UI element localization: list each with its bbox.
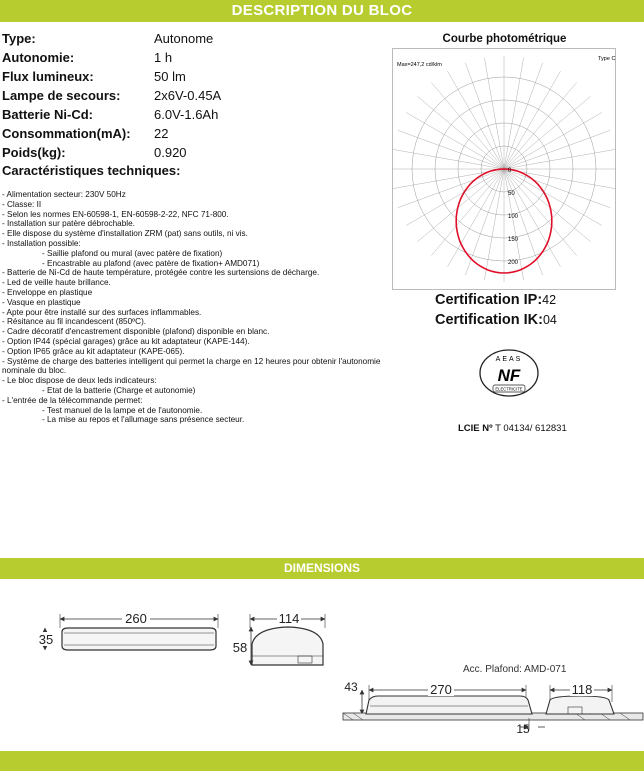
footer-bar	[0, 751, 644, 771]
list-subitem: - Etat de la batterie (Charge et autonomie)	[42, 385, 196, 395]
cert-ip-value: 42	[542, 293, 557, 307]
characteristics-title: Caractéristiques techniques:	[2, 163, 181, 178]
spec-value: 50 lm	[154, 69, 186, 84]
scale-label: 100	[508, 214, 519, 220]
cert-ip-label: Certification IP:	[435, 292, 543, 308]
dimensions-title: DIMENSIONS	[283, 561, 360, 575]
photometric-title: Courbe photométrique	[442, 33, 567, 45]
spec-label: Poids(kg):	[2, 145, 66, 160]
lcie-label: LCIE Nº	[458, 423, 493, 434]
recessed-view	[343, 685, 643, 730]
luminaire-recessed-side	[546, 696, 614, 714]
spec-value: 1 h	[154, 50, 173, 65]
dim-recess-depth-label: 43	[344, 680, 358, 694]
list-item: - Enveloppe en plastique	[2, 287, 93, 297]
luminaire-front	[62, 628, 216, 650]
list-item: - Installation sur patère débrochable.	[2, 219, 135, 229]
list-item: - Alimentation secteur: 230V 50Hz	[2, 190, 126, 199]
nf-logo-top-text: AEAS	[495, 356, 523, 363]
certification-ip	[435, 292, 556, 308]
spec-label: Lampe de secours:	[2, 88, 121, 103]
type-label: Type C	[598, 56, 616, 62]
dim-recess-width-label: 270	[430, 682, 452, 697]
photometric-chart	[392, 48, 616, 290]
dim-width-label: 260	[125, 611, 147, 626]
spec-label: Autonomie:	[2, 50, 75, 65]
spec-value: Autonome	[154, 31, 214, 46]
page-title: DESCRIPTION DU BLOC	[231, 2, 413, 19]
list-item: - Selon les normes EN-60598-1, EN-60598-2-22, NFC 71-800.	[2, 209, 229, 219]
dim-recess-side-label: 118	[571, 682, 593, 697]
spec-label: Consommation(mA):	[2, 126, 131, 141]
list-item: - Classe: II	[2, 199, 42, 209]
spec-label: Flux lumineux:	[2, 69, 94, 84]
max-label: Max=247,2 cd/klm	[397, 62, 442, 68]
dimensions-bar	[0, 558, 644, 579]
luminaire-recessed	[366, 696, 532, 714]
list-item: - Installation possible:	[2, 238, 81, 248]
list-item: - Option IP44 (spécial garages) grâce au kit adaptateur (KAPE-144).	[2, 336, 250, 346]
lcie-number	[458, 423, 567, 434]
scale-label: 200	[508, 260, 519, 266]
characteristics-list	[2, 190, 387, 425]
list-item: - Apte pour être installé sur des surfaces inflammables.	[2, 307, 202, 317]
spec-value: 22	[154, 126, 169, 141]
spec-value: 6.0V-1.6Ah	[154, 107, 219, 122]
dim-side-height-label: 58	[232, 640, 248, 655]
certification-ik	[435, 312, 557, 328]
header-bar	[0, 0, 644, 22]
accessory-label: Acc. Plafond: AMD-071	[463, 664, 567, 675]
list-item: - Le bloc dispose de deux leds indicateurs:	[2, 376, 157, 386]
list-item: - Option IP65 grâce au kit adaptateur (KAPE-065).	[2, 346, 185, 356]
dim-side-width-label: 114	[278, 611, 300, 626]
list-item: - Résitance au fil incandescent (850ºC).	[2, 317, 147, 327]
spec-label: Type:	[2, 31, 36, 46]
luminaire-side	[252, 627, 323, 665]
dim-height-label: 35	[38, 632, 54, 647]
list-item: - L'entrée de la télécommande permet:	[2, 395, 143, 405]
nf-certification-logo	[478, 348, 540, 398]
list-item: - Cadre décoratif d'encastrement disponible (plafond) disponible en blanc.	[2, 327, 270, 337]
list-subitem: - La mise au repos et l'allumage sans présence secteur.	[42, 415, 245, 425]
spec-label: Batterie Ni-Cd:	[2, 107, 94, 122]
dim-recess-offset-label: 15	[516, 722, 530, 736]
list-item: - Led de veille haute brillance.	[2, 278, 111, 288]
list-item: - Batterie de Ni-Cd de haute température, protégée contre les surtensions de décharge.	[2, 268, 320, 278]
scale-label: 50	[508, 191, 515, 197]
list-item: - Système de charge des batteries intelligent qui permet la charge en 12 heures pour obtenir l'autonomie nominale du bloc.	[2, 356, 381, 376]
cert-ik-label: Certification IK:	[435, 312, 543, 328]
list-subitem: - Encastrable au plafond (avec patère de fixation+ AMD071)	[42, 258, 260, 268]
spec-value: 0.920	[154, 145, 187, 160]
dimensions-drawing	[0, 590, 644, 740]
cert-ik-value: 04	[542, 313, 557, 327]
lcie-value: T 04134/ 612831	[495, 423, 567, 434]
spec-value: 2x6V-0.45A	[154, 88, 222, 103]
list-item: - Vasque en plastique	[2, 297, 81, 307]
scale-label: 150	[508, 237, 519, 243]
list-subitem: - Saillie plafond ou mural (avec patère de fixation)	[42, 248, 223, 258]
nf-logo-mark: NF	[497, 366, 521, 385]
nf-logo-bottom-text: ELECTRICITE	[495, 386, 523, 392]
scale-label: 0	[508, 168, 512, 174]
list-item: - Elle dispose du système d'installation ZRM (pat) sans outils, ni vis.	[2, 229, 248, 239]
list-subitem: - Test manuel de la lampe et de l'autonomie.	[42, 405, 203, 415]
